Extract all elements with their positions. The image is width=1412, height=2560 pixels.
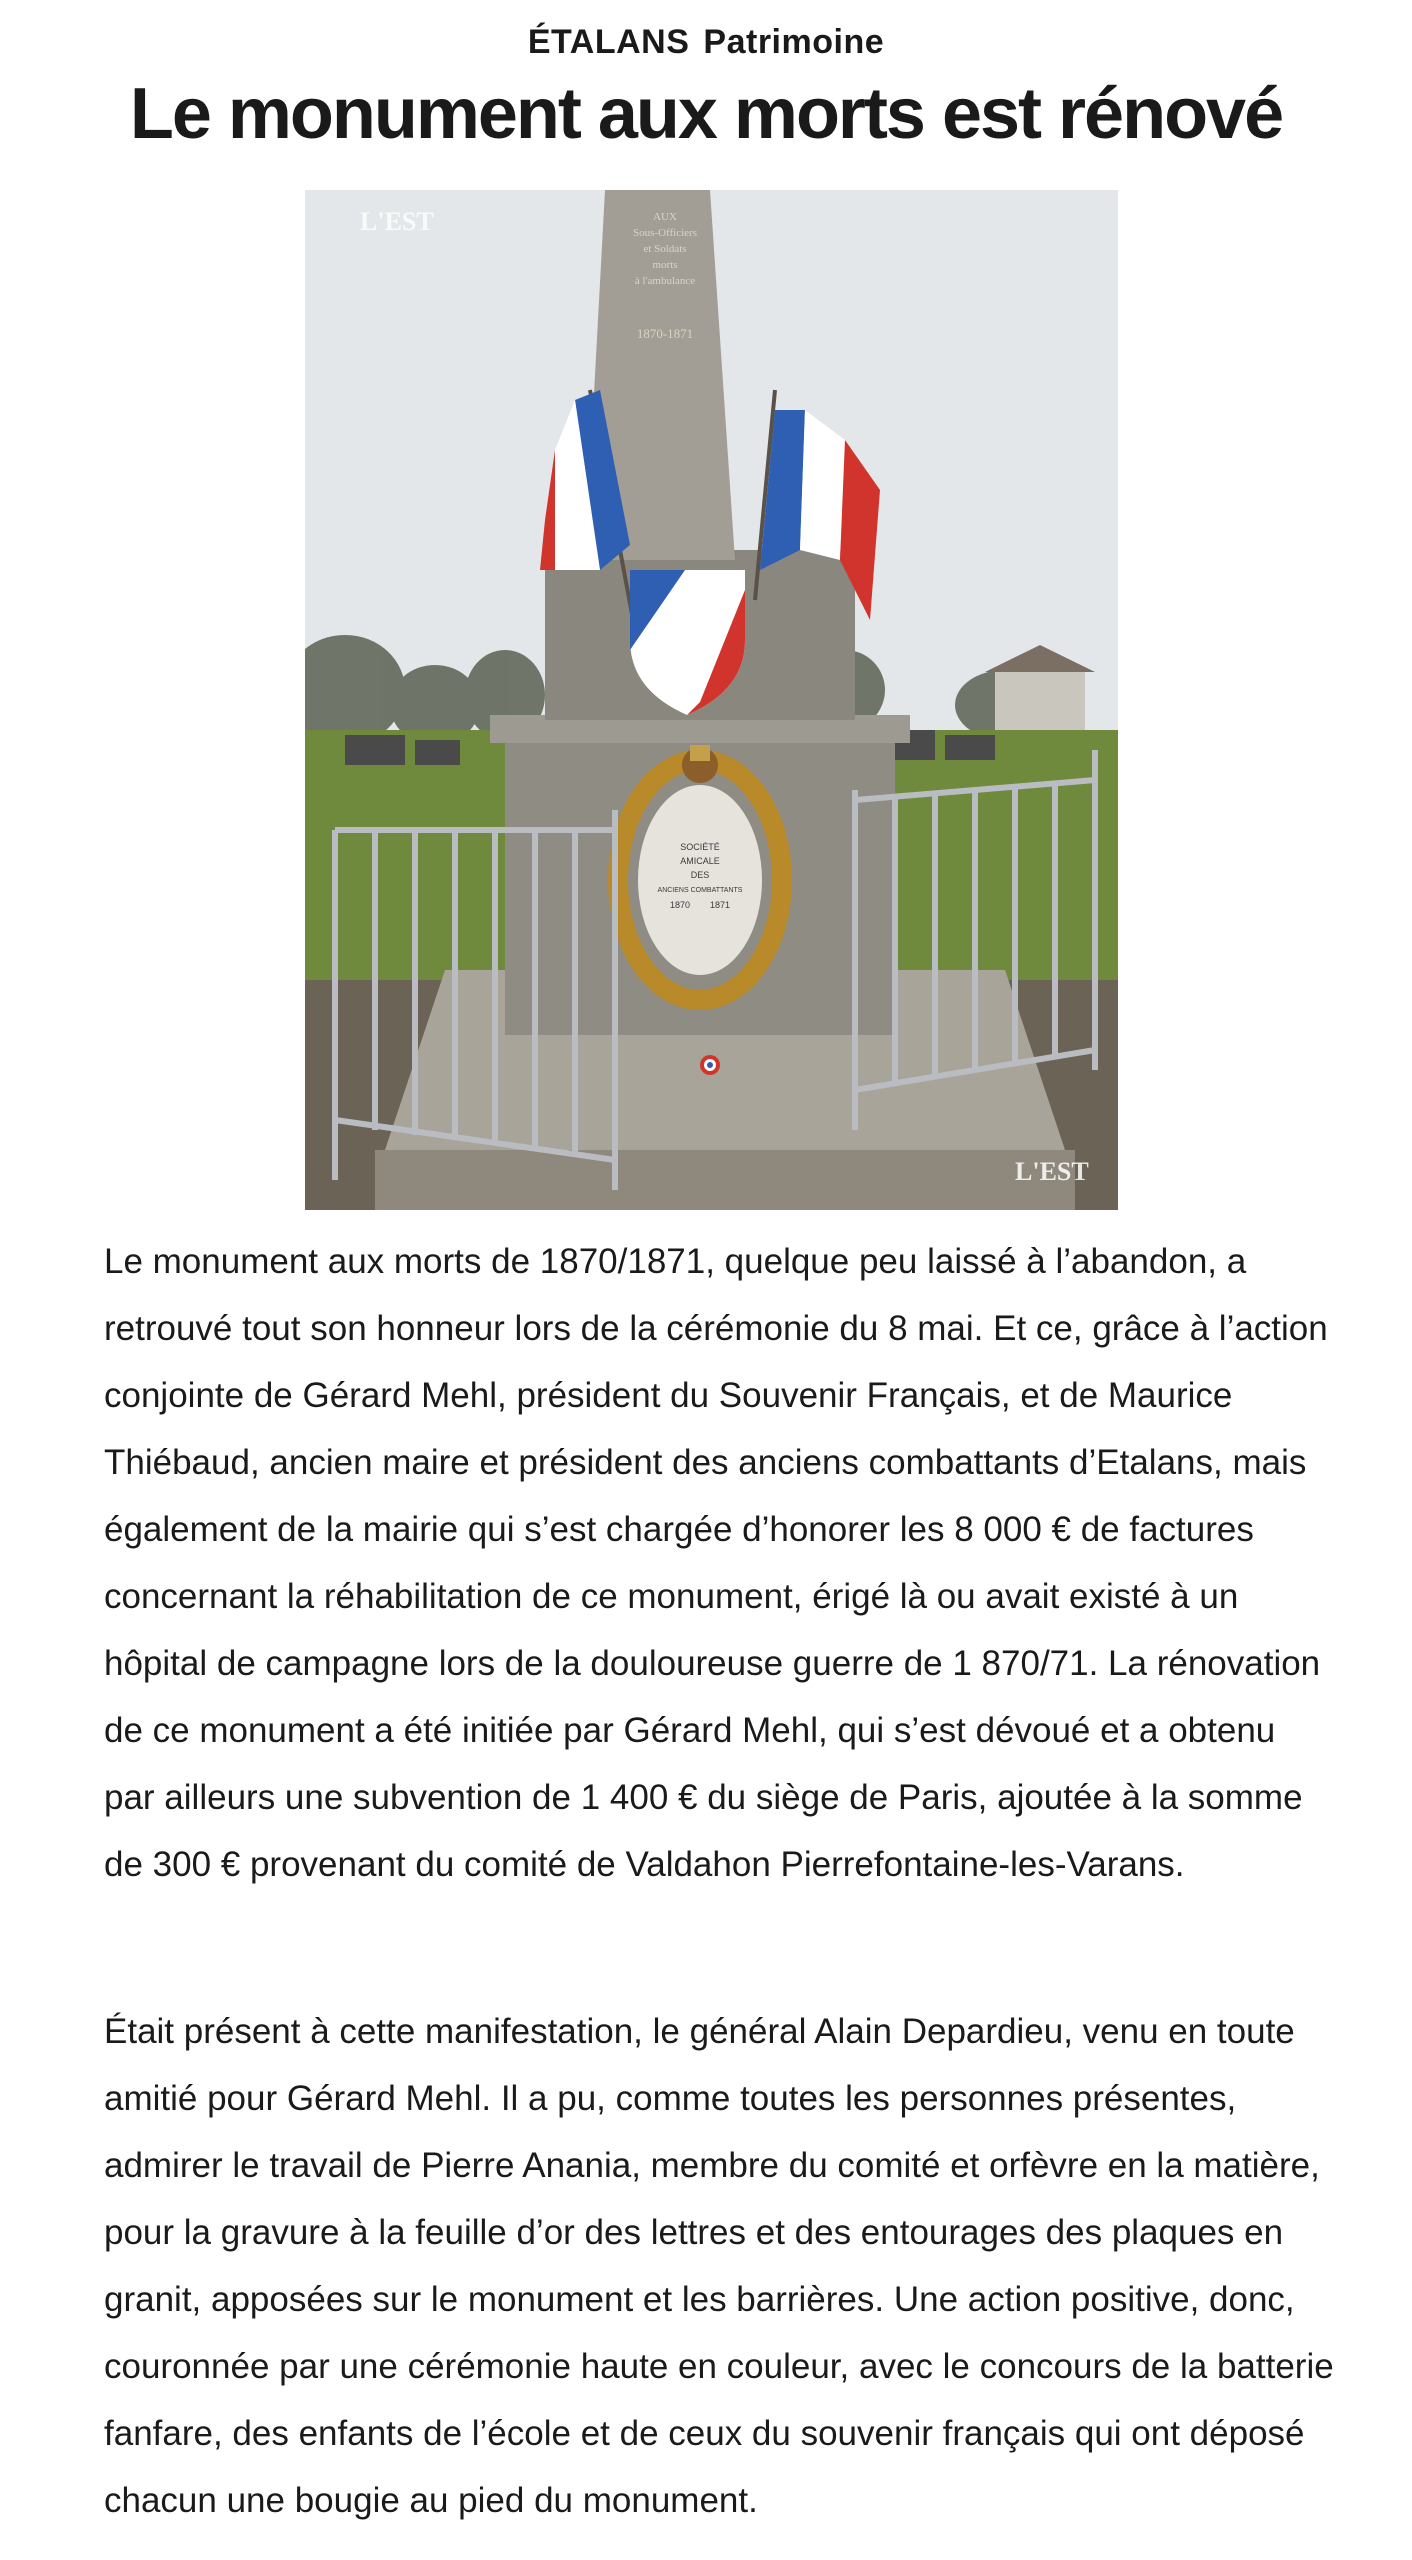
kicker-section: Patrimoine — [703, 23, 885, 61]
monument-step — [375, 1150, 1075, 1210]
article-paragraph-1: Le monument aux morts de 1870/1871, quelque peu laissé à l’abandon, a retrouvé tout son honneur lors de la cérémonie du 8 mai. Et ce, grâce à l’action conjointe de Gérard Mehl, président du Souvenir Français, et de Maurice Thiébaud, ancien maire et président des anciens combattants d’Etalans, mais également de la mairie qui s’est chargée d’honorer les 8 000 € de factures concernant la réhabilitation de ce monument, érigé là ou avait existé à un hôpital de campagne lors de la douloureuse guerre de 1 870/71. La rénovation de ce monument a été initiée par Gérard Mehl, qui s’est dévoué et a obtenu par ailleurs une subvention de 1 400 € du siège de Paris, ajoutée à la somme de 300 € provenant du comité de Valdahon Pierrefontaine-les-Varans. — [104, 1242, 1328, 1884]
inscription-line: Sous-Officiers — [633, 227, 697, 239]
cockade — [700, 1055, 720, 1075]
article-paragraph-2: Était présent à cette manifestation, le général Alain Depardieu, venu en toute amitié pour Gérard Mehl. Il a pu, comme toutes les personnes présentes, admirer le travail de Pierre Anania, membre du comité et orfèvre en la matière, pour la gravure à la feuille d’or des lettres et des entourages des plaques en granit, apposées sur le monument et les barrières. Une action positive, donc, couronnée par une cérémonie haute en couleur, avec le concours de la batterie fanfare, des enfants de l’école et de ceux du souvenir français qui ont déposé chacun une bougie au pied du monument. — [104, 2012, 1334, 2520]
kicker-place: ÉTALANS — [527, 23, 690, 61]
plaque-line: 1871 — [709, 900, 731, 910]
photo-credit-top: L'EST — [360, 207, 434, 236]
plaque-line: AMICALE — [680, 856, 720, 866]
plaque-line: 1870 — [669, 900, 691, 910]
kicker — [0, 18, 1412, 66]
plaque-line: ANCIENS COMBATTANTS — [657, 887, 743, 894]
inscription-line: à l'ambulance — [634, 275, 696, 287]
monument-illustration — [305, 190, 1118, 1210]
inscription-date: 1870-1871 — [636, 326, 694, 341]
plaque-line: DES — [690, 870, 710, 880]
inscription-line: AUX — [653, 211, 677, 223]
headline: Le monument aux morts est rénové — [129, 74, 1283, 154]
monument-photo — [305, 190, 1118, 1210]
inscription-line: morts — [652, 259, 678, 271]
plaque-line: SOCIÉTÉ — [680, 842, 720, 852]
inscription-line: et Soldats — [643, 243, 687, 255]
photo-credit-bottom: L'EST — [1015, 1157, 1089, 1186]
house — [995, 670, 1085, 730]
